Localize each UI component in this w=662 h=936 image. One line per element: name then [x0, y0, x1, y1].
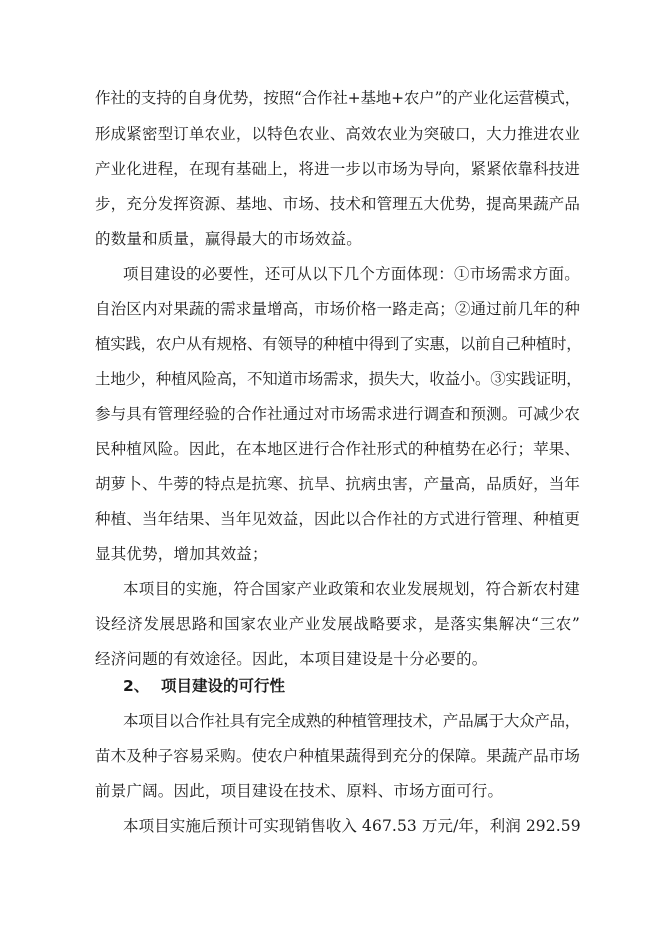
text-line: 本项目以合作社具有完全成熟的种植管理技术，产品属于大众产品， [123, 712, 580, 730]
text-line: 苗木及种子容易采购。使农户种植果蔬得到充分的保障。果蔬产品市场 [95, 747, 580, 765]
text-line: 作社的支持的自身优势，按照“合作社+基地+农户”的产业化运营模式， [95, 89, 580, 107]
text-line: 项目建设的必要性，还可从以下几个方面体现：①市场需求方面。 [123, 265, 580, 283]
section-number: 2、 [123, 677, 150, 695]
text-line: 土地少，种植风险高，不知道市场需求，损失大，收益小。③实践证明， [95, 370, 582, 388]
text-line: 胡萝卜、牛蒡的特点是抗寒、抗旱、抗病虫害，产量高，品质好，当年 [95, 475, 580, 493]
text-line: 本项目的实施，符合国家产业政策和农业发展规划，符合新农村建 [123, 580, 580, 598]
text-line: 前景广阔。因此，项目建设在技术、原料、市场方面可行。 [95, 782, 504, 800]
text-line: 民种植风险。因此，在本地区进行合作社形式的种植势在必行；苹果、 [95, 440, 580, 458]
text-line: 产业化进程，在现有基础上，将进一步以市场为导向，紧紧依靠科技进 [95, 160, 580, 178]
text-line: 设经济发展思路和国家农业产业发展战略要求，是落实集解决“三农” [95, 615, 580, 633]
text-line: 的数量和质量，赢得最大的市场效益。 [95, 230, 362, 248]
section-title: 项目建设的可行性 [161, 677, 286, 695]
text-line: 本项目实施后预计可实现销售收入 467.53 万元/年，利润 292.59 [123, 817, 581, 835]
text-line: 显其优势，增加其效益； [95, 545, 268, 563]
text-line: 参与具有管理经验的合作社通过对市场需求进行调查和预测。可减少农 [95, 405, 580, 423]
text-line: 植实践，农户从有规格、有领导的种植中得到了实惠，以前自己种植时， [95, 335, 582, 353]
text-line: 形成紧密型订单农业，以特色农业、高效农业为突破口，大力推进农业 [95, 125, 580, 143]
section-heading [123, 676, 285, 696]
text-line: 经济问题的有效途径。因此，本项目建设是十分必要的。 [95, 650, 488, 668]
text-line: 自治区内对果蔬的需求量增高，市场价格一路走高；②通过前几年的种 [95, 300, 580, 318]
text-line: 种植、当年结果、当年见效益，因此以合作社的方式进行管理、种植更 [95, 510, 580, 528]
text-line: 步，充分发挥资源、基地、市场、技术和管理五大优势，提高果蔬产品 [95, 195, 580, 213]
